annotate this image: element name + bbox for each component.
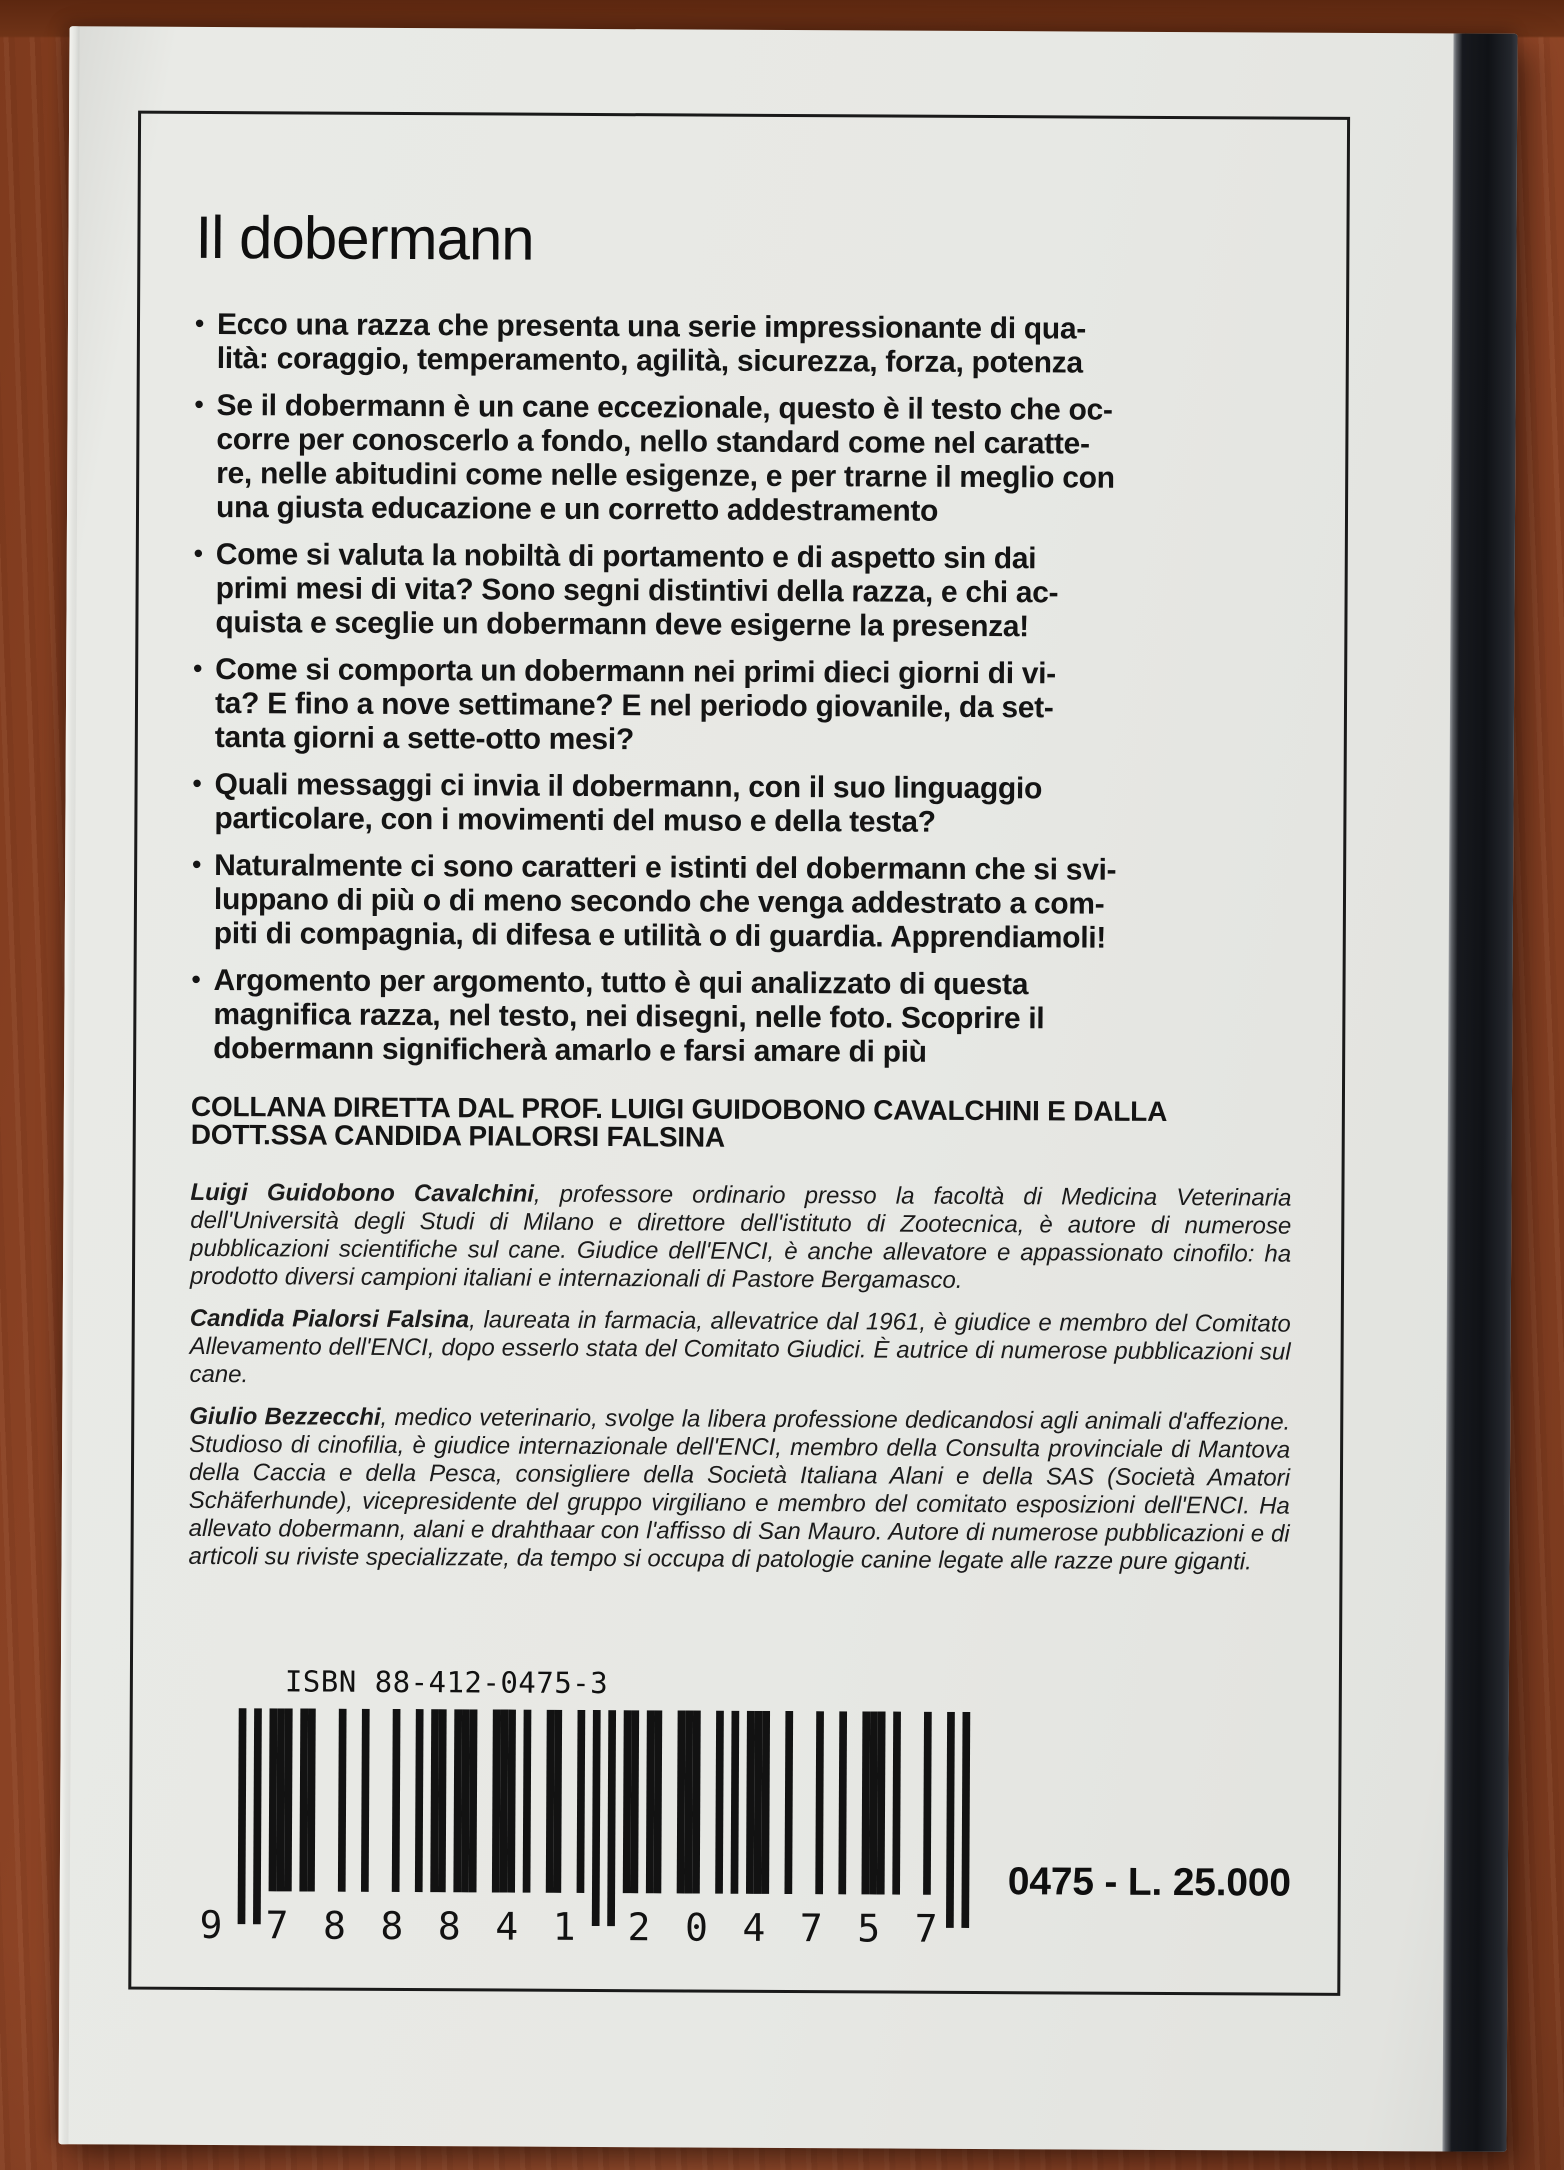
bullet-text: • Argomento per argomento, tutto è qui analizzato di questa magnifica razza, nel testo, nei disegni, nelle foto. Scoprire il dobermann significherà amarlo e farsi amare di più xyxy=(213,963,1045,1069)
bullet-text: • Come si valuta la nobiltà di portamento e di aspetto sin dai primi mesi di vita? Sono segni distintivi della razza, e chi ac- quista e sceglie un dobermann deve esigerne la presenza! xyxy=(215,537,1059,644)
author-name: Luigi Guidobono Cavalchini xyxy=(190,1178,535,1208)
bullet-item xyxy=(214,768,1293,842)
bullet-item xyxy=(216,389,1296,531)
barcode-digits-right: 204757 xyxy=(627,1905,938,1951)
isbn-label: ISBN 88-412-0475-3 xyxy=(284,1664,609,1701)
book-spine xyxy=(1442,33,1517,2151)
barcode-digit-first: 9 xyxy=(199,1902,223,1948)
cover-content xyxy=(133,203,1346,1577)
author-bio xyxy=(190,1179,1292,1297)
bullet-text: • Come si comporta un dobermann nei primi dieci giorni di vi- ta? E fino a nove settimane? E nel periodo giovanile, da set- tanta giorni a sette-otto mesi? xyxy=(214,652,1057,757)
ean13-barcode xyxy=(197,1708,998,1954)
author-bio-text: , professore ordinario presso la facoltà di Medicina Veterinaria dell'Università degli Studi di Milano e direttore dell'istituto di Zootecnica, è autore di numerose pubblicazioni scientifiche sul cane. Giudice dell'ENCI, è anche allevatore e appassionato cinofilo: ha prodotto diversi campioni italiani e internazionali di Pastore Bergamasco. xyxy=(189,1180,1292,1294)
bullet-item xyxy=(213,964,1293,1072)
bullet-item xyxy=(215,653,1295,761)
bullet-item xyxy=(214,849,1294,957)
author-bio-text: , medico veterinario, svolge la libera professione dedicandosi agli animali d'affezione. Studioso di cinofilia, è giudice internazionale dell'ENCI, membro della Consulta provinciale di Mantova della Caccia e della Pesca, consigliere della Società Italiana Alani e della SAS (Società Amatori Schäferhunde), vicepresidente del gruppo virgiliano e membro del comitato esposizioni dell'ENCI. Ha allevato dobermann, alani e drahthaar con l'affisso di San Mauro. Autore di numerose pubblicazioni e di articoli su riviste specializzate, da tempo si occupa di patologie canine legate alle razze pure giganti. xyxy=(188,1403,1291,1576)
bullet-text: • Quali messaggi ci invia il dobermann, con il suo linguaggio particolare, con i movimenti del muso e della testa? xyxy=(214,767,1043,839)
author-bio xyxy=(189,1305,1290,1395)
bullet-item xyxy=(215,538,1295,646)
bullet-text: • Se il dobermann è un cane eccezionale, questo è il testo che oc- corre per conoscerlo a fondo, nello standard come nel caratte- re, nelle abitudini come nelle esigenze, e per trarne il meglio con una giusta educazione e un corretto addestramento xyxy=(215,388,1115,528)
cover-frame xyxy=(128,111,1350,1996)
book-back-cover xyxy=(58,26,1517,2152)
bullet-item xyxy=(217,308,1296,382)
page-title: Il dobermann xyxy=(195,203,534,273)
bullet-text: • Naturalmente ci sono caratteri e istinti del dobermann che si svi- luppano di più o di meno secondo che venga addestrato a com- piti di compagnia, di difesa e utilità o di guardia. Apprendiamoli! xyxy=(213,848,1117,955)
author-name: Candida Pialorsi Falsina xyxy=(189,1304,470,1334)
bullet-text: • Ecco una razza che presenta una serie impressionante di qua- lità: coraggio, temperamento, agilità, sicurezza, forza, potenza xyxy=(216,308,1087,380)
bullet-list xyxy=(213,308,1296,1072)
price-label: 0475 - L. 25.000 xyxy=(1007,1860,1291,1905)
series-note: COLLANA DIRETTA DAL PROF. LUIGI GUIDOBONO CAVALCHINI E DALLA DOTT.SSA CANDIDA PIALORSI FALSINA xyxy=(190,1090,1168,1153)
author-name: Giulio Bezzecchi xyxy=(189,1402,381,1431)
author-bio-text: , laureata in farmacia, allevatrice dal 1961, è giudice e membro del Comitato Allevamento dell'ENCI, dopo esserlo stata del Comitato Giudici. È autrice di numerose pubblicazioni sul cane. xyxy=(189,1306,1291,1389)
author-bio xyxy=(188,1403,1290,1577)
barcode-digits-left: 788841 xyxy=(265,1903,576,1949)
page-edge xyxy=(58,26,79,2144)
